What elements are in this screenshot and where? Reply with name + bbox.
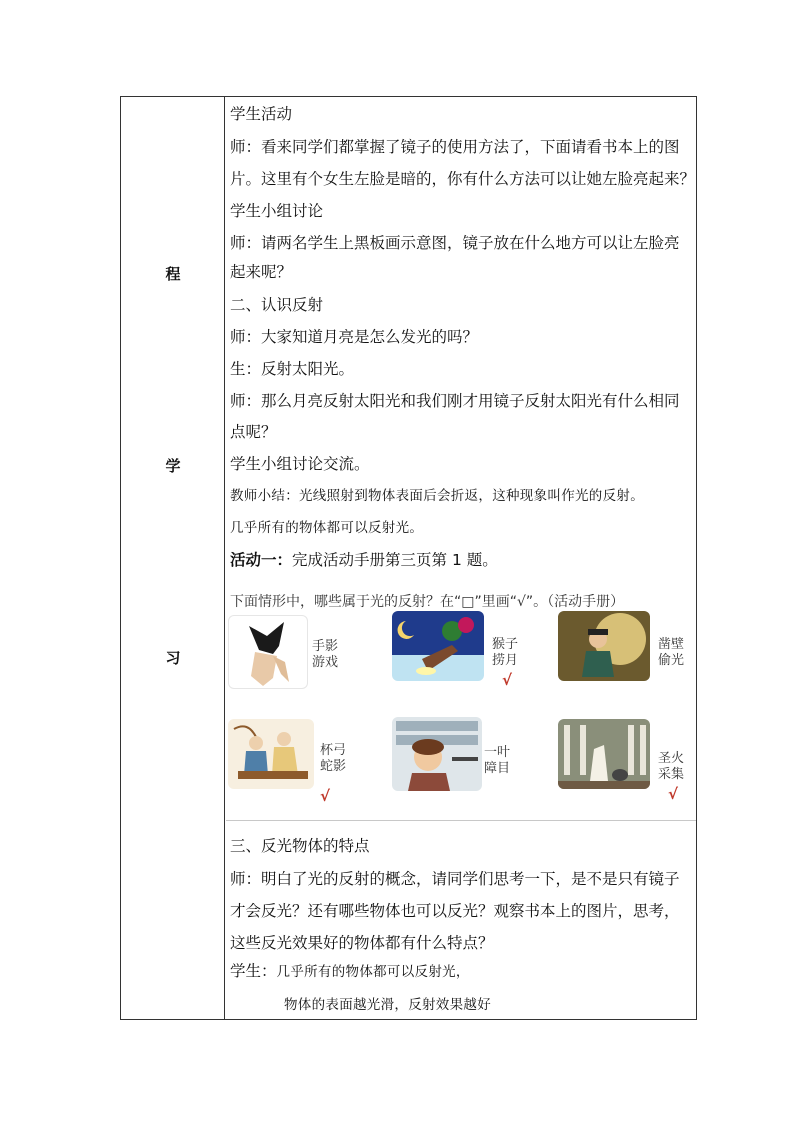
activity-line [230,550,498,570]
side-label-xue: 学 [165,457,181,475]
text-line: 片。这里有个女生左脸是暗的，你有什么方法可以让她左脸亮起来？ [230,170,696,188]
text-line: 起来呢？ [230,263,293,281]
section-heading: 二、认识反射 [230,296,324,314]
student-answer-2: 物体的表面越光滑，反射效果越好 [284,997,491,1013]
text-line: 这些反光效果好的物体都有什么特点？ [230,934,494,952]
text-line: 师：请两名学生上黑板画示意图，镜子放在什么地方可以让左脸亮 [230,234,680,252]
monkey-moon-picture [392,611,484,681]
torch-picture [558,719,650,789]
text-line: 学生小组讨论 [230,202,324,220]
section-divider [226,820,696,821]
text-line: 才会反光？还有哪些物体也可以反光？观察书本上的图片，思考， [230,902,680,920]
text-line: 师：那么月亮反射太阳光和我们刚才用镜子反射太阳光有什么相同 [230,392,680,410]
side-label-xi: 习 [165,649,181,667]
text-line: 点呢？ [230,423,277,441]
teacher-summary-2: 几乎所有的物体都可以反射光。 [230,520,424,536]
text-line: 师：大家知道月亮是怎么发光的吗？ [230,328,479,346]
lesson-table [120,96,697,1020]
activity-label: 活动一： [230,551,293,569]
case-caption: 猴子 捞月 [492,637,519,668]
text-line: 生：反射太阳光。 [230,360,355,378]
teacher-summary: 教师小结：光线照射到物体表面后会折返，这种现象叫作光的反射。 [230,488,644,504]
check-mark: √ [320,787,331,805]
case-caption: 凿壁 偷光 [658,637,685,668]
case-caption: 杯弓 蛇影 [320,743,347,774]
check-mark: √ [502,671,513,689]
case-caption: 手影 游戏 [312,639,339,670]
text-line: 师：看来同学们都掌握了镜子的使用方法了，下面请看书本上的图 [230,138,680,156]
case-caption: 圣火 采集 [658,751,685,782]
activity-text: 完成活动手册第三页第 1 题。 [292,551,498,569]
leaf-eye-picture [392,717,482,791]
student-answer [230,961,470,982]
task-prompt: 下面情形中，哪些属于光的反射？在“□”里画“√”。（活动手册） [230,594,625,610]
text-line: 学生活动 [230,105,293,123]
case-caption: 一叶 障目 [484,745,511,776]
text-line: 师：明白了光的反射的概念，请同学们思考一下，是不是只有镜子 [230,870,680,888]
student-label: 学生： [230,962,277,980]
student-text: 几乎所有的物体都可以反射光， [276,964,470,980]
text-line: 学生小组讨论交流。 [230,455,370,473]
process-column [121,97,225,1019]
bow-snake-picture [228,719,314,789]
check-mark: √ [668,785,679,803]
section-heading: 三、反光物体的特点 [230,837,370,855]
side-label-cheng: 程 [165,265,181,283]
wall-light-picture [558,611,650,681]
hand-shadow-picture [228,615,308,689]
lesson-content [226,97,696,1019]
